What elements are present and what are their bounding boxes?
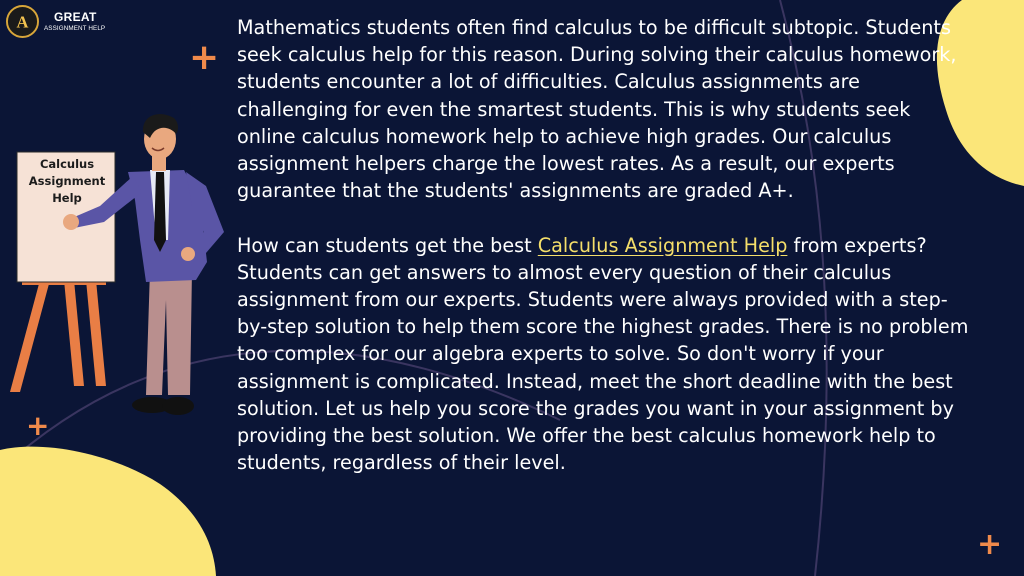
paragraph-text: from experts? Students can get answers to almost every question of their calculus assignment from our experts. Students were always provided with a step-by-step solution to help them score the highest grades. There is no problem too complex for our algebra experts to solve. So don't worry if your assignment is complicated. Instead, meet the short deadline with the best solution. Let us help you score the grades you want in your assignment by providing the best solution. We offer the best calculus homework help to students, regardless of their level. [237,233,969,475]
article-body [237,14,972,476]
plus-icon: + [26,409,50,442]
easel-sign-line: Calculus [39,157,95,171]
plus-icon: + [977,527,1003,562]
easel-sign-line: Help [52,191,82,205]
calculus-assignment-help-link[interactable]: Calculus Assignment Help [537,233,788,257]
yellow-blob-bottom-left [0,447,216,576]
brand-title: GREAT [54,9,97,24]
plus-icon: + [189,37,220,78]
article-paragraph [237,232,972,477]
article-paragraph: Mathematics students often find calculus to be difficult subtopic. Students seek calculus help for this reason. During solving their calculus homework, students encounter a lot of difficulties. Calculus assignments are challenging for even the smartest students. This is why students seek online calculus homework help to achieve high grades. Our calculus assignment helpers charge the lowest rates. As a result, our experts guarantee that the students' assignments are graded A+. [237,16,957,203]
easel-sign-line: Assignment [28,174,106,188]
easel-legs [10,276,106,392]
brand-subtitle: ASSIGNMENT HELP [44,24,106,32]
logo-letter: A [16,12,29,32]
logo-emblem-icon [6,5,39,38]
brand-logo[interactable] [6,5,105,38]
paragraph-text: How can students get the best [237,233,538,257]
easel-sign [20,156,114,207]
